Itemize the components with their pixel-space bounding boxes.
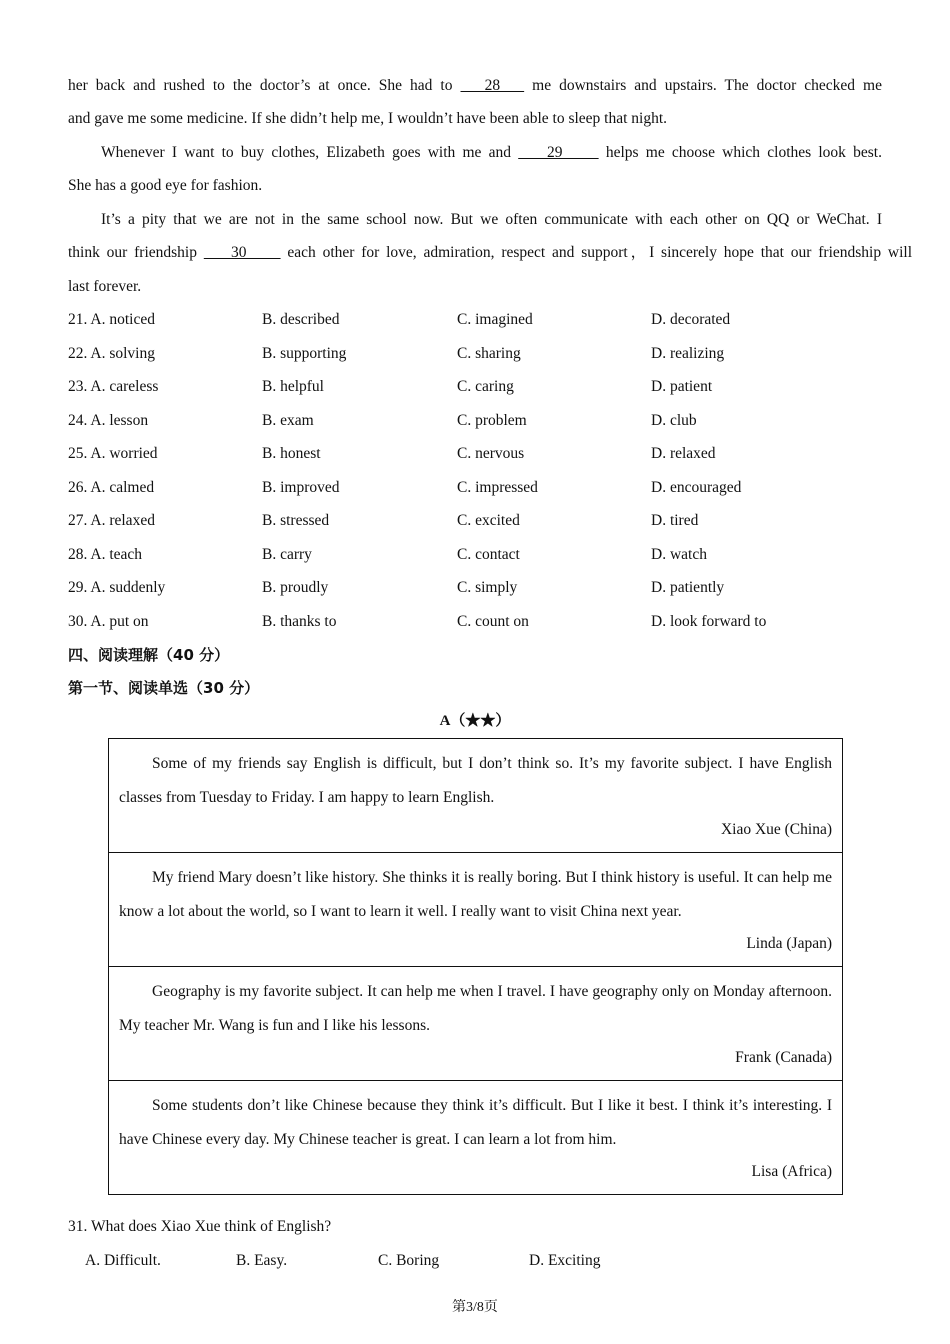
cloze-line-6 bbox=[68, 243, 912, 263]
option-row-22 bbox=[68, 344, 868, 364]
option-b: B. improved bbox=[262, 479, 340, 496]
option-row-23 bbox=[68, 377, 868, 397]
passage-cell bbox=[109, 967, 843, 1081]
cloze-text: think our friendship bbox=[68, 244, 204, 261]
option-row-21 bbox=[68, 310, 868, 330]
option-c: C. count on bbox=[457, 613, 529, 630]
option-d: D. realizing bbox=[651, 345, 725, 362]
option-row-30 bbox=[68, 612, 868, 632]
cloze-line-2: and gave me some medicine. If she didn’t help me, I wouldn’t have been able to sleep that night. bbox=[68, 110, 668, 127]
option-row-24 bbox=[68, 411, 868, 431]
cloze-line-5: It’s a pity that we are not in the same school now. But we often communicate with each other on QQ or WeChat. I bbox=[101, 211, 882, 228]
passage-title: A（★★） bbox=[439, 713, 511, 729]
cloze-line-1 bbox=[68, 76, 882, 96]
option-b: B. honest bbox=[262, 445, 321, 462]
option-d: D. watch bbox=[651, 546, 707, 563]
option-row-29 bbox=[68, 578, 868, 598]
option-c: C. nervous bbox=[457, 445, 525, 462]
blank-28: 28 bbox=[460, 77, 525, 94]
option-a: 25. A. worried bbox=[68, 445, 158, 462]
option-c: C. simply bbox=[457, 579, 518, 596]
cloze-text: helps me choose which clothes look best. bbox=[598, 144, 882, 161]
option-b: B. described bbox=[262, 311, 340, 328]
cloze-text: her back and rushed to the doctor’s at once. She had to bbox=[68, 77, 461, 94]
passage-text: Some of my friends say English is difficult, but I don’t think so. It’s my favorite subject. I have English classes from Tuesday to Friday. I am happy to learn English. bbox=[119, 755, 832, 806]
question-31-stem: 31. What does Xiao Xue think of English? bbox=[68, 1218, 332, 1235]
passage-author: Lisa (Africa) bbox=[751, 1163, 832, 1180]
option-a: 29. A. suddenly bbox=[68, 579, 166, 596]
option-c: C. impressed bbox=[457, 479, 538, 496]
blank-30: 30 bbox=[203, 244, 281, 261]
option-a: 21. A. noticed bbox=[68, 311, 155, 328]
passage-author: Frank (Canada) bbox=[735, 1049, 832, 1066]
cloze-line-4: She has a good eye for fashion. bbox=[68, 177, 263, 194]
option-c: C. imagined bbox=[457, 311, 533, 328]
option-d: D. encouraged bbox=[651, 479, 742, 496]
passage-row bbox=[109, 739, 843, 853]
option-a: 22. A. solving bbox=[68, 345, 155, 362]
option-b: B. supporting bbox=[262, 345, 347, 362]
passage-cell bbox=[109, 1081, 843, 1195]
option-d: D. decorated bbox=[651, 311, 731, 328]
option-d: D. look forward to bbox=[651, 613, 767, 630]
option-c: C. caring bbox=[457, 378, 514, 395]
option-d: D. relaxed bbox=[651, 445, 716, 462]
option-b: B. stressed bbox=[262, 512, 330, 529]
option-row-25 bbox=[68, 444, 868, 464]
option-a: 24. A. lesson bbox=[68, 412, 149, 429]
option-c: C. sharing bbox=[457, 345, 521, 362]
blank-29: 29 bbox=[518, 144, 599, 161]
section-heading: 四、阅读理解（40 分） bbox=[68, 646, 230, 664]
option-b: B. exam bbox=[262, 412, 314, 429]
option-a: 30. A. put on bbox=[68, 613, 149, 630]
passage-cell bbox=[109, 739, 843, 853]
option-b: B. thanks to bbox=[262, 613, 337, 630]
option-row-26 bbox=[68, 478, 868, 498]
cloze-text: each other for love, admiration, respect and support，I sincerely hope that our friendship will bbox=[280, 244, 913, 261]
page-number: 第3/8页 bbox=[452, 1300, 498, 1315]
cloze-line-7: last forever. bbox=[68, 278, 142, 295]
option-d: D. tired bbox=[651, 512, 699, 529]
cloze-line-3 bbox=[101, 143, 882, 163]
option-a: 26. A. calmed bbox=[68, 479, 155, 496]
section-subheading: 第一节、阅读单选（30 分） bbox=[68, 679, 260, 697]
option-row-27 bbox=[68, 511, 868, 531]
option-row-28 bbox=[68, 545, 868, 565]
option-a: 27. A. relaxed bbox=[68, 512, 155, 529]
passage-author: Linda (Japan) bbox=[746, 935, 832, 952]
answer-option-c: C. Boring bbox=[378, 1252, 440, 1269]
answer-option-b: B. Easy. bbox=[236, 1252, 288, 1269]
question-31-options bbox=[85, 1251, 785, 1271]
option-c: C. problem bbox=[457, 412, 527, 429]
answer-option-d: D. Exciting bbox=[529, 1252, 601, 1269]
option-c: C. excited bbox=[457, 512, 520, 529]
option-a: 28. A. teach bbox=[68, 546, 143, 563]
cloze-text: me downstairs and upstairs. The doctor checked me bbox=[524, 77, 882, 94]
option-d: D. patient bbox=[651, 378, 713, 395]
passage-text: Geography is my favorite subject. It can help me when I travel. I have geography only on Monday afternoon. My teacher Mr. Wang is fun and I like his lessons. bbox=[119, 983, 832, 1034]
option-d: D. patiently bbox=[651, 579, 725, 596]
option-b: B. carry bbox=[262, 546, 312, 563]
option-d: D. club bbox=[651, 412, 697, 429]
passage-author: Xiao Xue (China) bbox=[720, 821, 832, 838]
passage-table bbox=[108, 738, 843, 1195]
cloze-text: Whenever I want to buy clothes, Elizabeth goes with me and bbox=[101, 144, 519, 161]
answer-option-a: A. Difficult. bbox=[85, 1252, 161, 1269]
option-b: B. proudly bbox=[262, 579, 329, 596]
passage-text: Some students don’t like Chinese because they think it’s difficult. But I like it best. I think it’s interesting. I have Chinese every day. My Chinese teacher is great. I can learn a lot from him. bbox=[119, 1097, 832, 1148]
option-b: B. helpful bbox=[262, 378, 324, 395]
option-c: C. contact bbox=[457, 546, 520, 563]
passage-text: My friend Mary doesn’t like history. She thinks it is really boring. But I think history is useful. It can help me know a lot about the world, so I want to learn it well. I really want to visit China next year. bbox=[119, 869, 832, 920]
passage-row bbox=[109, 1081, 843, 1195]
passage-row bbox=[109, 853, 843, 967]
option-a: 23. A. careless bbox=[68, 378, 159, 395]
passage-row bbox=[109, 967, 843, 1081]
passage-cell bbox=[109, 853, 843, 967]
